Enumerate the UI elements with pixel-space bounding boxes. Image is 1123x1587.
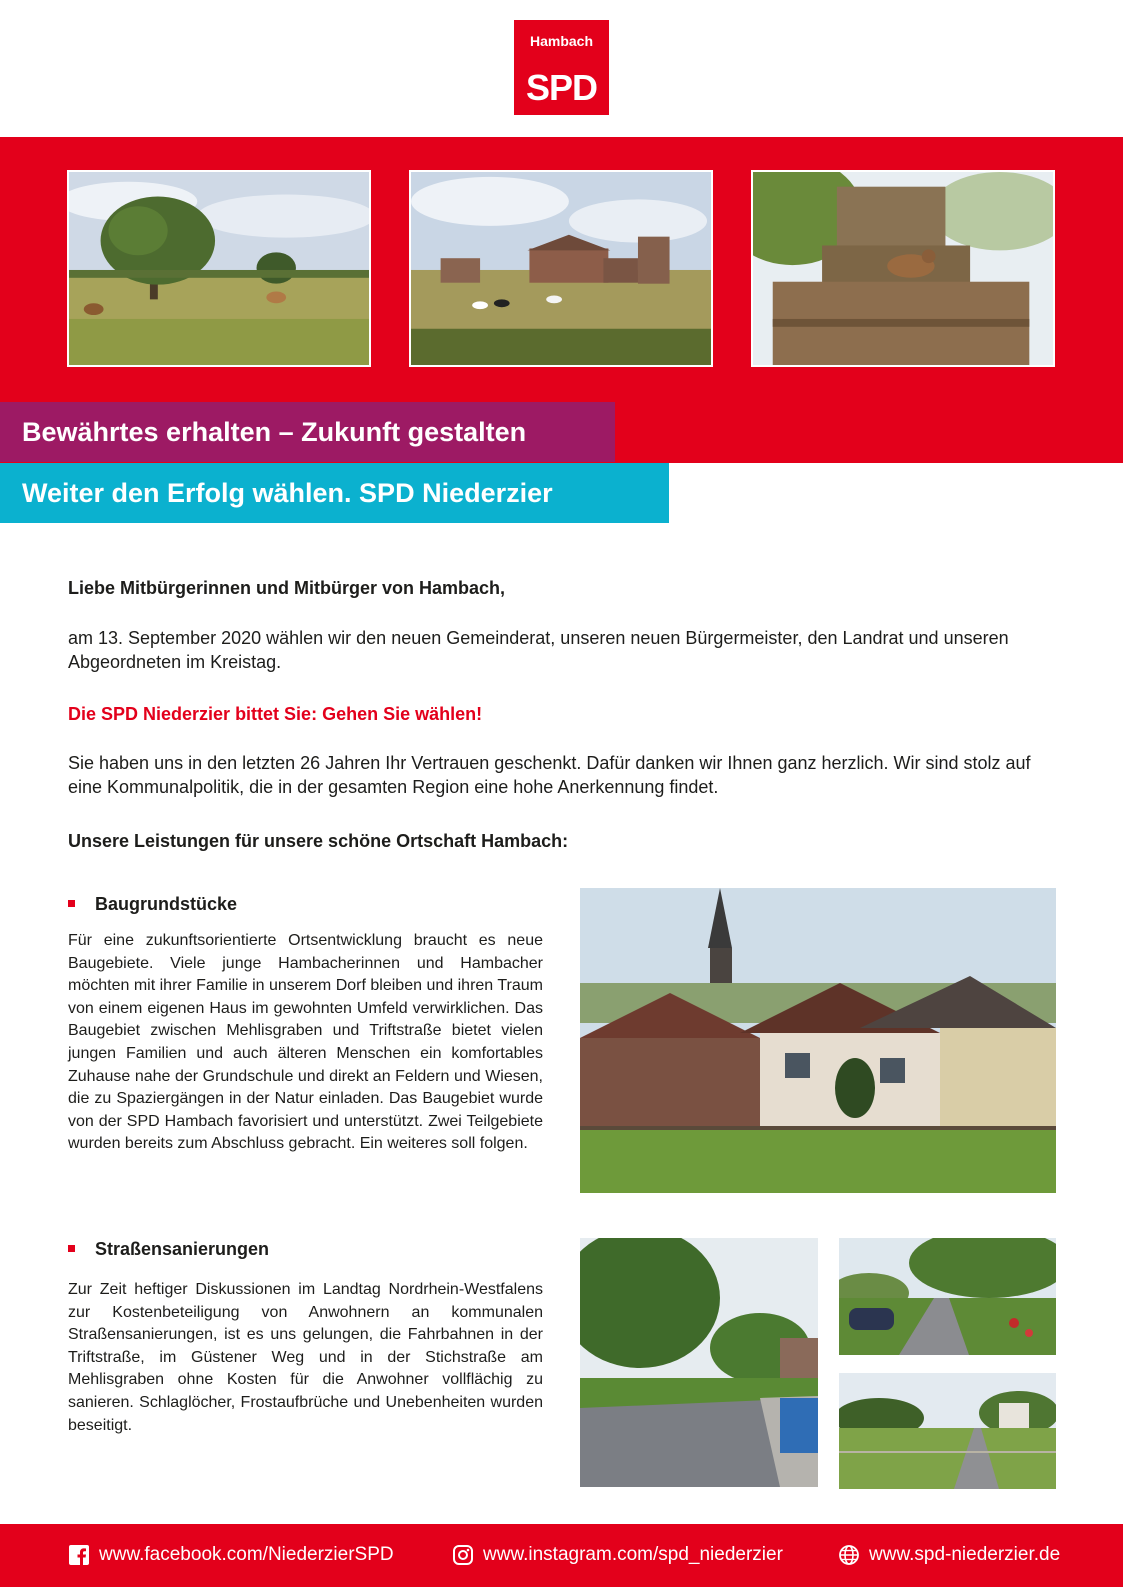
letter-intro: am 13. September 2020 wählen wir den neuen Gemeinderat, unseren neuen Bürgermeister, den Landrat und unseren Abgeordneten im Kreistag. — [68, 628, 1009, 672]
globe-icon — [838, 1544, 860, 1566]
red-bullet-icon — [68, 900, 75, 907]
houses-village-photo — [580, 888, 1056, 1193]
instagram-url: www.instagram.com/spd_niederzier — [483, 1544, 783, 1565]
footer-bar — [0, 1524, 1123, 1587]
facebook-icon — [68, 1544, 90, 1566]
section-text-strassensanierungen: Zur Zeit heftiger Diskussionen im Landtag Nordrhein-Westfalens zur Kostenbeteiligung von Anwohnern an kommunalen Straßensanierungen, ist es uns gelungen, die Fahrbahnen in der Triftstraße, im Güstener Weg und in der Stichstraße am Mehlisgraben ohne Kosten für die Anwohner vollflächig zu sanieren. Schlaglöcher, Frostaufbrüche und Unebenheiten wurden beseitigt. — [68, 1281, 543, 1434]
facebook-link[interactable] — [68, 1542, 394, 1568]
castle-ruin-photo — [409, 170, 713, 367]
section-title-baugrundstuecke — [68, 892, 237, 916]
letter-appeal: Die SPD Niederzier bittet Sie: Gehen Sie wählen! — [68, 704, 483, 724]
letter-greeting: Liebe Mitbürgerinnen und Mitbürger von Hambach, — [68, 578, 506, 598]
slogan-banner-magenta: Bewährtes erhalten – Zukunft gestalten — [0, 402, 615, 462]
instagram-link[interactable] — [452, 1542, 783, 1568]
logo-brand: SPD — [525, 67, 598, 108]
slogan-banner-cyan: Weiter den Erfolg wählen. SPD Niederzier — [0, 463, 669, 523]
letter-thanks: Sie haben uns in den letzten 26 Jahren Ihr Vertrauen geschenkt. Dafür danken wir Ihnen ganz herzlich. Wir sind stolz auf eine Kommunalpolitik, die in der gesamten Region eine hohe Anerkennung findet. — [68, 753, 1031, 797]
spd-hambach-logo — [514, 20, 609, 115]
instagram-icon — [452, 1544, 474, 1566]
logo-subtitle: Hambach — [529, 33, 594, 49]
meadow-with-tree-photo — [67, 170, 371, 367]
facebook-url: www.facebook.com/NiederzierSPD — [99, 1544, 394, 1565]
footpath-fields-photo — [839, 1373, 1056, 1489]
section-title-strassensanierungen — [68, 1237, 269, 1261]
red-bullet-icon — [68, 1245, 75, 1252]
street-with-car-photo — [839, 1238, 1056, 1355]
section-title-text: Baugrundstücke — [95, 894, 238, 914]
achievements-heading: Unsere Leistungen für unsere schöne Ortschaft Hambach: — [68, 831, 569, 851]
section-title-text: Straßensanierungen — [95, 1239, 270, 1259]
renovated-street-photo — [580, 1238, 818, 1487]
website-link[interactable] — [838, 1542, 1060, 1568]
stone-pillar-kestrel-photo — [751, 170, 1055, 367]
section-text-baugrundstuecke: Für eine zukunftsorientierte Ortsentwicklung braucht es neue Baugebiete. Viele junge Hambacherinnen und Hambacher möchten mit ihrer Familie in unserem Dorf bleiben und ihren Traum von einem eigenen Haus im gewohnten Umfeld verwirklichen. Das Baugebiet zwischen Mehlisgraben und Triftstraße bietet vielen jungen Familien und auch älteren Menschen ein komfortables Zuhause nahe der Grundschule und direkt an Feldern und Wiesen, die zu Spaziergängen in der Natur einladen. Das Baugebiet wurde von der SPD Hambach favorisiert und unterstützt. Zwei Teilgebiete wurden bereits zum Abschluss gebracht. Ein weiteres soll folgen. — [68, 932, 543, 1153]
website-url: www.spd-niederzier.de — [869, 1544, 1061, 1565]
